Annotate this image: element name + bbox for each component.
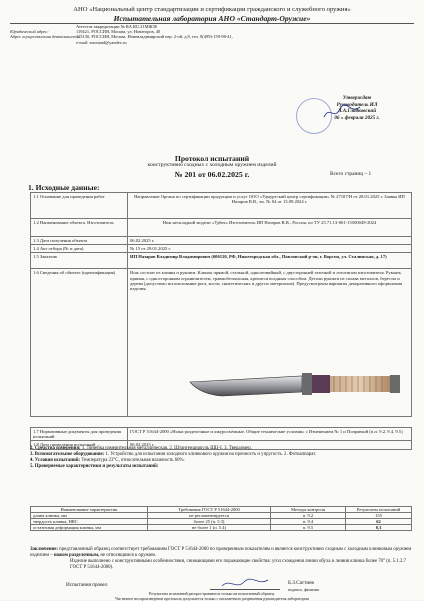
item-text: 1. Линейка измерительная металлическая. 2. Штангенциркуль ШЦ-I. 3. Твердомер. xyxy=(81,446,252,451)
approve-line: Руководитель ИЛ xyxy=(336,101,378,108)
cell-method: п. 9.2 xyxy=(271,513,346,519)
conclusion-text: представленный образец соответствует требованиям ГОСТ Р 51644-2000 по проверенным показателям и является конструктивно сходным с холодным клинковым оружием изделием – xyxy=(30,547,412,558)
footer-note: Результаты испытаний распространяются только на испытанный образец. xyxy=(149,591,275,596)
signature-line xyxy=(210,589,280,590)
row-value: ИП Назаров Владимир Владимирович (606120, РФ, Нижегородская обл., Павловский р-он, г. Ворсма, ул. Сталинская, д. 17) xyxy=(128,253,412,269)
lab-header: Испытательная лаборатория АНО «Стандарт-Оружие» xyxy=(113,14,311,23)
row-key: 1.8 Дата проведения испытаний xyxy=(31,441,128,449)
knife-photo xyxy=(182,346,412,426)
conclusion-text: не относящимся к оружию. xyxy=(100,553,157,558)
meta-row xyxy=(10,40,300,45)
test-conditions xyxy=(30,446,415,470)
row-key: 1.7 Нормативные документы для проведения испытаний xyxy=(31,428,128,441)
conclusion-emphasis: ножом разделочным, xyxy=(53,553,100,558)
cell-result: 155 xyxy=(346,513,412,519)
section-heading: 1. Исходные данные: xyxy=(28,183,100,192)
row-value: ГОСТ Р 51644-2000 «Ножи разделочные и шкуросъёмные. Общие технические условия» с Изменением № 1 и Поправкой (п.п. 9.2, 9.4, 9.5) xyxy=(128,428,412,441)
signature-role: Испытания провел xyxy=(66,582,108,588)
table-row xyxy=(31,525,412,531)
cell-name: остаточная деформация клинка, мм xyxy=(31,525,148,531)
row-key: 1.2 Наименование объекта. Изготовитель xyxy=(31,219,128,237)
accreditation-line: Аттестат аккредитации № RA.RU.21МЖ38 xyxy=(76,24,157,29)
cell-method: п. 9.4 xyxy=(271,519,346,525)
column-header: Методы контроля xyxy=(271,507,346,513)
column-header: Результаты испытаний xyxy=(346,507,412,513)
lab-meta-block xyxy=(10,24,300,45)
item-label: 2. Средства измерения: xyxy=(30,446,81,451)
meta-label: Юридический адрес: xyxy=(10,29,49,35)
tester-signature xyxy=(220,576,270,590)
cell-name: длина клинка, мм xyxy=(31,513,148,519)
org-header: АНО «Национальный центр стандартизации и сертификации гражданского и служебного оружия» xyxy=(73,6,351,13)
cell-method: п. 9.5 xyxy=(271,525,346,531)
row-key: 1.1 Основание для проведения работ xyxy=(31,193,128,219)
meta-value: 119421, РОССИЯ, Москва, ул. Новаторов, 40 xyxy=(76,29,161,35)
cell-result: 0,3 xyxy=(346,525,412,531)
conclusion-block xyxy=(30,547,415,571)
conclusion-label: Заключение: xyxy=(30,547,58,552)
table-row xyxy=(31,253,412,269)
item-text: Температура 23°С, относительная влажность 60%. xyxy=(81,458,185,463)
meta-label: Адрес осуществления деятельности: xyxy=(10,34,81,40)
cell-requirement: не регламентируется xyxy=(148,513,271,519)
meta-value: 125130, РОССИЯ, Москва, Нововладимирский пер. 2-ой, д.8, тел. 8(499)-159-98-41, xyxy=(76,34,233,40)
table-row xyxy=(31,219,412,237)
item-label: 5. Проверяемые характеристики и результаты испытаний: xyxy=(30,464,159,469)
row-key: 1.6 Сведения об объекте (идентификация) xyxy=(31,269,128,417)
item-row xyxy=(30,464,415,470)
protocol-title: Протокол испытаний xyxy=(174,154,250,163)
table-row xyxy=(31,193,412,219)
footer-note: Частичное воспроизведение протокола допускается только с письменного разрешения руководителя лаборатории xyxy=(115,596,309,601)
column-header: Требования ГОСТ Р 51644-2000 xyxy=(148,507,271,513)
signature-name: Б.З.Саттиев xyxy=(288,580,314,586)
meta-value: e-mail: anostand@yandex.ru xyxy=(76,39,127,45)
signature-caption: подпись, фамилия xyxy=(288,587,319,592)
row-value: 06.02.2025 г. xyxy=(128,237,412,245)
row-value: 06.02.2025 г. xyxy=(128,441,412,449)
protocol-number: № 201 от 06.02.2025 г. xyxy=(174,170,250,179)
column-header: Наименование характеристик xyxy=(31,507,148,513)
approver-signature xyxy=(322,101,362,123)
row-value: № 15 от 29.01.2025 г. xyxy=(128,245,412,253)
approve-line: Утверждаю xyxy=(342,95,372,101)
row-key: 1.5 Заказчик xyxy=(31,253,128,269)
row-value: Нож нескладной модели «Удбек» Изготовитель ИП Назаров В.В., Россия, по ТУ 25.71.13-001-15500049-2024 xyxy=(128,219,412,237)
cell-requirement: более 25 (п. 5.3) xyxy=(148,519,271,525)
cell-result: 62 xyxy=(346,519,412,525)
approve-line: Л.А.Гладковский xyxy=(337,108,377,114)
table-row xyxy=(31,245,412,253)
approve-date: 06 » февраля 2025 г. xyxy=(334,114,380,121)
row-value: Нож состоит из клинка и рукояти. Клинок прямой, стальной, однолезвийный, с двусторонней заточкой и логотипом изготовителя. Рукоять прямая, с односторонним ограничителем, травмобезопасная, крепится вcадным способом. Детали рукояти из сплава металлов, бересты и дерева (допустимо использование рога, кости, синтетических и других материалов). Предусмотрены варианты декоративного оформления изделия. xyxy=(128,269,412,417)
results-table xyxy=(30,506,412,531)
item-text: 1. Устройство для испытания холодного клинкового оружия на прочность и упругость. 2. Фотоаппарат. xyxy=(105,452,317,457)
conclusion-p1 xyxy=(30,547,415,559)
page-count: Всего страниц – 1 xyxy=(330,171,372,177)
protocol-subtitle: конструктивно сходных с холодным оружием изделий xyxy=(147,162,277,168)
conclusion-p2: Изделие выполнено с конструктивными особенностями, снижающими его поражающие свойства: угол схождения линии обуха и лезвия клинка более 70° (п. 5.1.2.7 ГОСТ Р 51644-2000). xyxy=(70,559,406,570)
row-key: 1.3 Дата получения объекта xyxy=(31,237,128,245)
table-row xyxy=(31,428,412,441)
item-label: 4. Условия испытаний: xyxy=(30,458,81,463)
row-key: 1.4 Акт отбора (№ и дата) xyxy=(31,245,128,253)
row-value: Направление Органа по сертификации продукции и услуг ООО «Удмуртский центр сертификации» № 27187/Н от 28.01.2025 г. Заявка ИП Назаров В.В., вх. № 04 от 13.09.2024 г. xyxy=(128,193,412,219)
cell-name: твердость клинка, HRC xyxy=(31,519,148,525)
table-row xyxy=(31,237,412,245)
cell-requirement: не более 1 (п. 5.4) xyxy=(148,525,271,531)
item-label: 3. Вспомогательное оборудование: xyxy=(30,452,105,457)
